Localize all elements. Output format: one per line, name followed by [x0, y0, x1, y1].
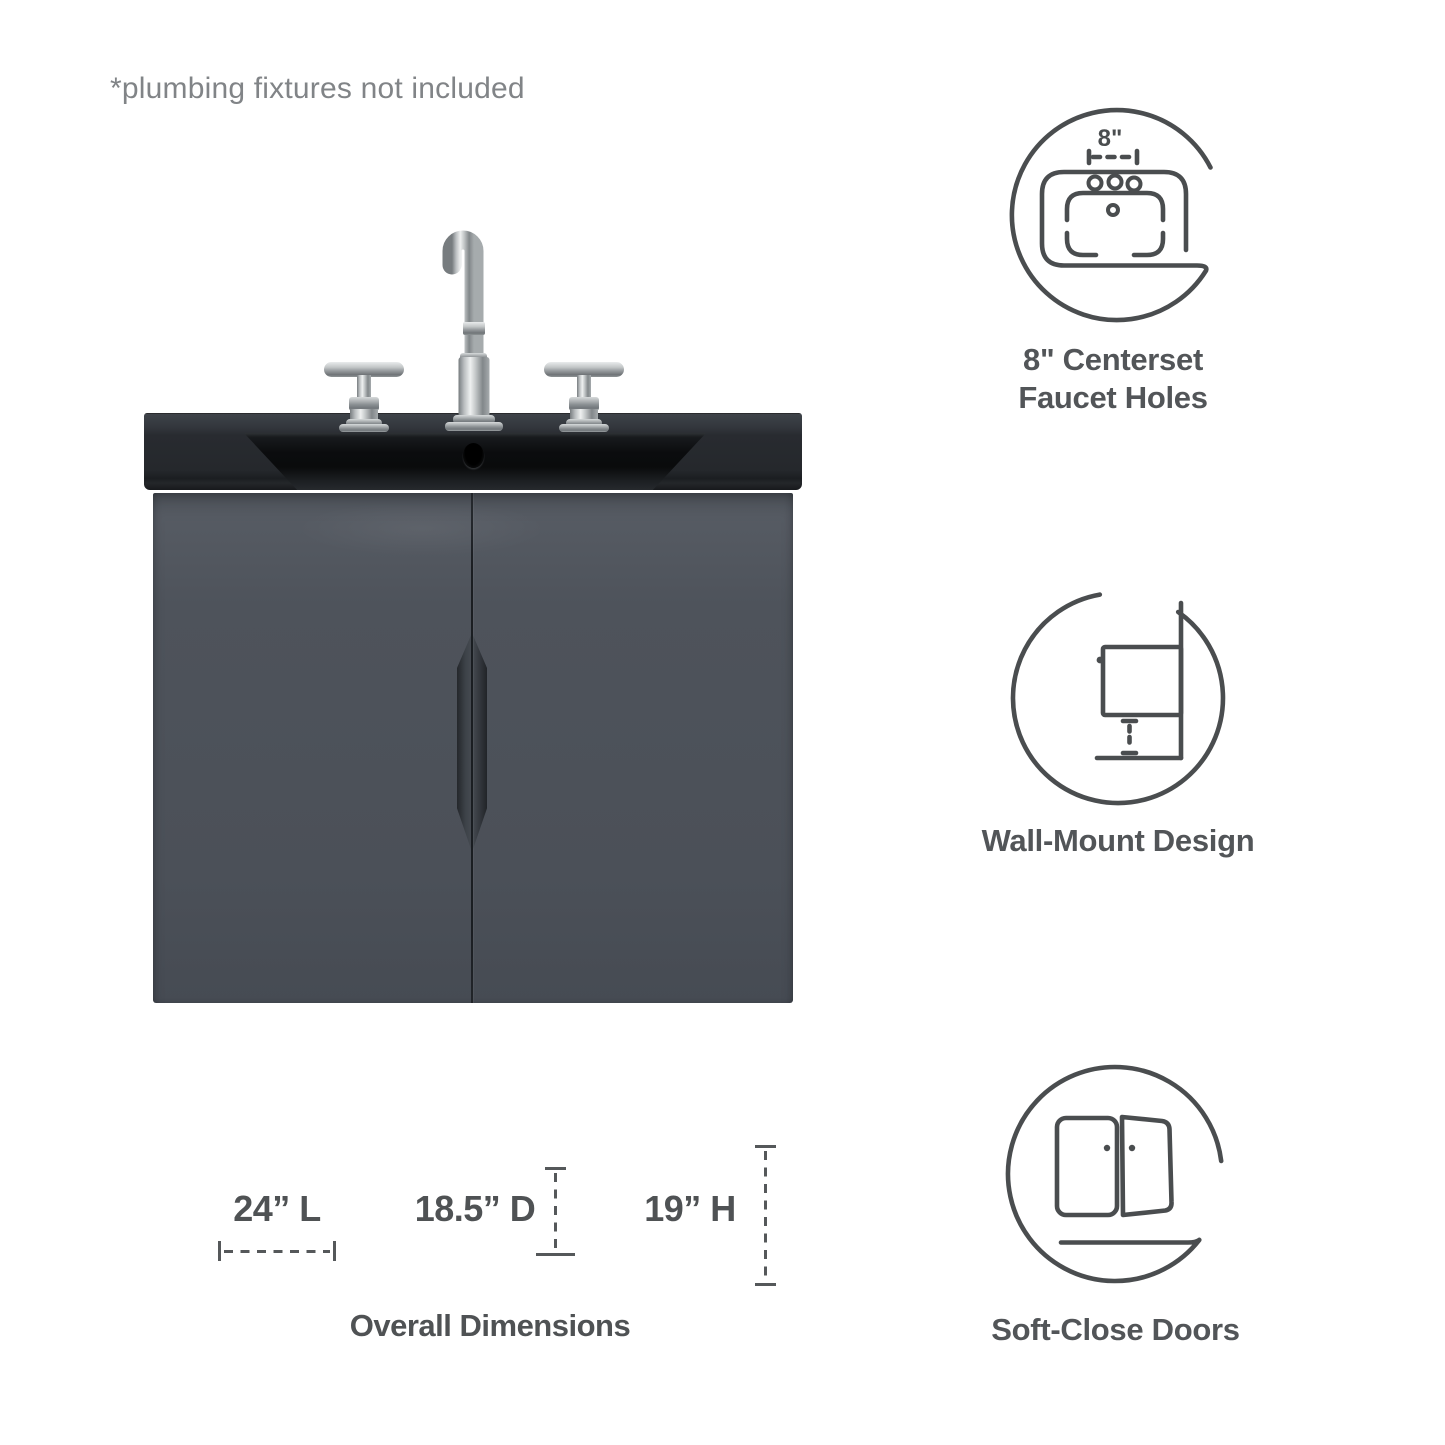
faucet-handle-left: [324, 362, 404, 432]
feature-label-wall-mount: Wall-Mount Design: [981, 823, 1255, 858]
length-dimension-indicator: [218, 1241, 336, 1261]
feature-label-centerset: 8" Centerset Faucet Holes: [1018, 342, 1208, 415]
wall-mount-icon: [1005, 585, 1235, 815]
faucet-handle-right: [544, 362, 624, 432]
dimension-height: 19” H: [644, 1188, 736, 1229]
soft-close-doors-icon: [1000, 1059, 1230, 1289]
feature-label-soft-close: Soft-Close Doors: [991, 1312, 1240, 1347]
overall-dimensions-caption: Overall Dimensions: [349, 1308, 631, 1343]
faucet-spout: [445, 240, 503, 431]
faucet-and-handles: [300, 225, 660, 500]
dimension-depth: 18.5” D: [414, 1188, 536, 1229]
icon-measure-label: 8": [1097, 125, 1123, 152]
cabinet-door-seam-highlight: [473, 493, 474, 1003]
centerset-faucet-holes-icon: [1009, 103, 1229, 333]
dimension-length: 24” L: [233, 1188, 321, 1229]
plumbing-disclaimer-note: *plumbing fixtures not included: [110, 72, 525, 105]
